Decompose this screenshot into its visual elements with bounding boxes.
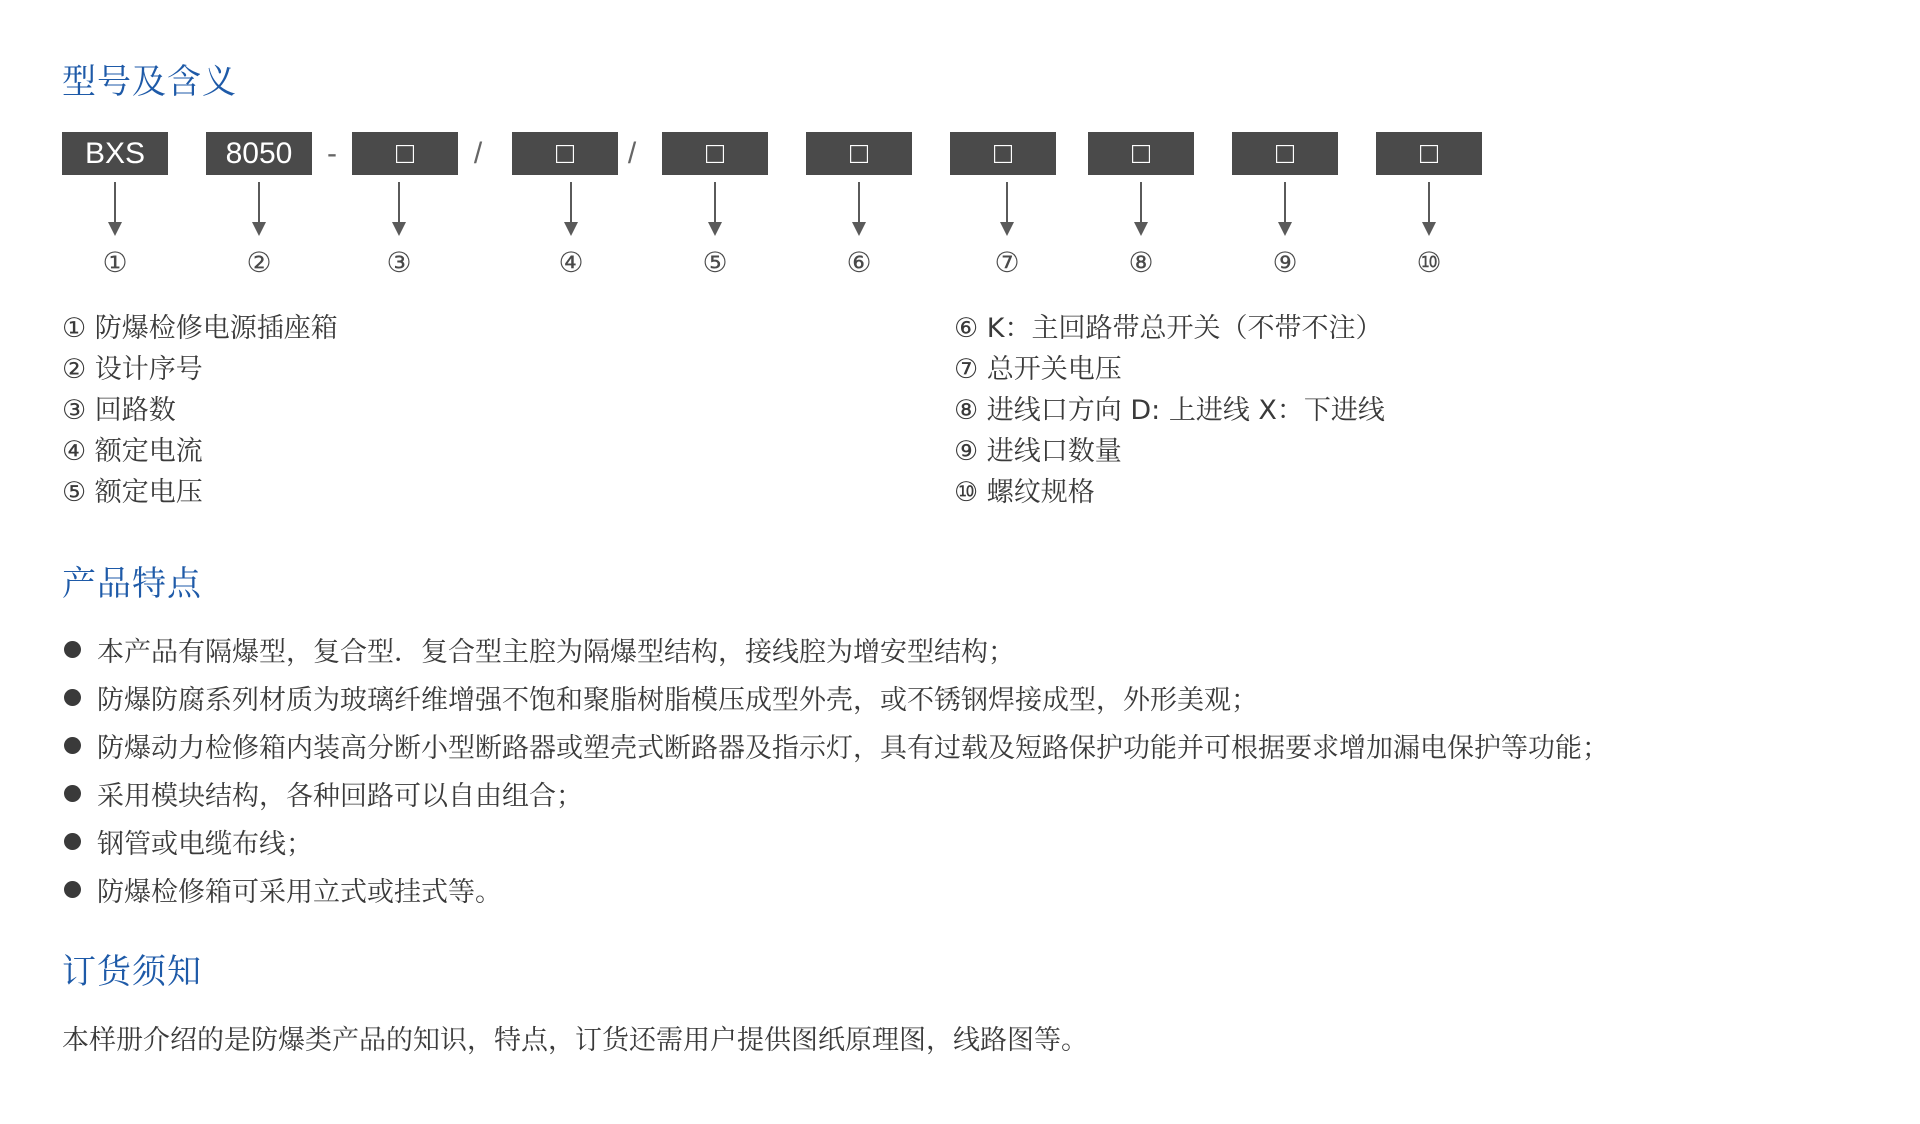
code-box-voltage: □ bbox=[662, 132, 768, 175]
order-note: 本样册介绍的是防爆类产品的知识，特点，订货还需用户提供图纸原理图，线路图等。 bbox=[62, 1025, 1088, 1056]
arrow-down-icon bbox=[1134, 222, 1148, 236]
list-item bbox=[64, 678, 1258, 717]
code-box-series: BXS bbox=[62, 132, 168, 175]
feature-text: 本产品有隔爆型，复合型．复合型主腔为隔爆型结构，接线腔为增安型结构； bbox=[97, 637, 1015, 668]
legend-item: ② 设计序号 bbox=[62, 354, 203, 385]
arrow-down-icon bbox=[708, 222, 722, 236]
legend-item: ④ 额定电流 bbox=[62, 436, 203, 467]
legend-item: ① 防爆检修电源插座箱 bbox=[62, 313, 338, 344]
position-number: ② bbox=[246, 246, 272, 279]
legend-item: ⑤ 额定电压 bbox=[62, 477, 203, 508]
arrow-down-icon bbox=[108, 222, 122, 236]
arrow-down-icon bbox=[392, 222, 406, 236]
bullet-icon bbox=[64, 785, 81, 802]
code-box-switch-voltage: □ bbox=[950, 132, 1056, 175]
position-number: ① bbox=[102, 246, 128, 279]
code-box-current: □ bbox=[512, 132, 618, 175]
arrow-line bbox=[714, 182, 716, 224]
list-item bbox=[64, 774, 583, 813]
arrow-line bbox=[1006, 182, 1008, 224]
arrow-down-icon bbox=[252, 222, 266, 236]
code-box-thread-spec: □ bbox=[1376, 132, 1482, 175]
position-number: ⑨ bbox=[1272, 246, 1298, 279]
position-number: ⑧ bbox=[1128, 246, 1154, 279]
arrow-line bbox=[1284, 182, 1286, 224]
section-title-features: 产品特点 bbox=[62, 564, 202, 604]
arrow-line bbox=[1140, 182, 1142, 224]
arrow-line bbox=[398, 182, 400, 224]
code-separator: - bbox=[327, 136, 337, 170]
arrow-down-icon bbox=[852, 222, 866, 236]
position-number: ⑩ bbox=[1416, 246, 1442, 279]
arrow-down-icon bbox=[1422, 222, 1436, 236]
bullet-icon bbox=[64, 881, 81, 898]
code-box-main-switch: □ bbox=[806, 132, 912, 175]
arrow-down-icon bbox=[1278, 222, 1292, 236]
section-title-model: 型号及含义 bbox=[62, 62, 237, 102]
legend-item: ⑧ 进线口方向 D: 上进线 X：下进线 bbox=[954, 395, 1385, 426]
arrow-line bbox=[858, 182, 860, 224]
legend-item: ⑩ 螺纹规格 bbox=[954, 477, 1095, 508]
feature-text: 采用模块结构，各种回路可以自由组合； bbox=[97, 781, 583, 812]
feature-text: 防爆防腐系列材质为玻璃纤维增强不饱和聚脂树脂模压成型外壳，或不锈钢焊接成型，外形美观； bbox=[97, 685, 1258, 716]
bullet-icon bbox=[64, 833, 81, 850]
legend-item: ⑨ 进线口数量 bbox=[954, 436, 1122, 467]
legend-item: ③ 回路数 bbox=[62, 395, 176, 426]
arrow-down-icon bbox=[1000, 222, 1014, 236]
list-item bbox=[64, 822, 313, 861]
arrow-down-icon bbox=[564, 222, 578, 236]
bullet-icon bbox=[64, 737, 81, 754]
position-number: ④ bbox=[558, 246, 584, 279]
section-title-order: 订货须知 bbox=[62, 952, 202, 992]
code-separator: / bbox=[627, 136, 637, 170]
feature-text: 钢管或电缆布线； bbox=[97, 829, 313, 860]
list-item bbox=[64, 726, 1609, 765]
position-number: ⑦ bbox=[994, 246, 1020, 279]
list-item bbox=[64, 870, 502, 909]
legend-item: ⑦ 总开关电压 bbox=[954, 354, 1122, 385]
list-item bbox=[64, 630, 1015, 669]
code-box-design: 8050 bbox=[206, 132, 312, 175]
code-separator: / bbox=[473, 136, 483, 170]
code-box-circuits: □ bbox=[352, 132, 458, 175]
legend-item: ⑥ K：主回路带总开关（不带不注） bbox=[954, 313, 1383, 344]
arrow-line bbox=[114, 182, 116, 224]
position-number: ⑥ bbox=[846, 246, 872, 279]
arrow-line bbox=[258, 182, 260, 224]
feature-text: 防爆动力检修箱内装高分断小型断路器或塑壳式断路器及指示灯，具有过载及短路保护功能并可根据要求增加漏电保护等功能； bbox=[97, 733, 1609, 764]
position-number: ③ bbox=[386, 246, 412, 279]
bullet-icon bbox=[64, 689, 81, 706]
code-box-inlet-count: □ bbox=[1232, 132, 1338, 175]
arrow-line bbox=[1428, 182, 1430, 224]
arrow-line bbox=[570, 182, 572, 224]
bullet-icon bbox=[64, 641, 81, 658]
code-box-inlet-direction: □ bbox=[1088, 132, 1194, 175]
position-number: ⑤ bbox=[702, 246, 728, 279]
feature-text: 防爆检修箱可采用立式或挂式等。 bbox=[97, 877, 502, 908]
